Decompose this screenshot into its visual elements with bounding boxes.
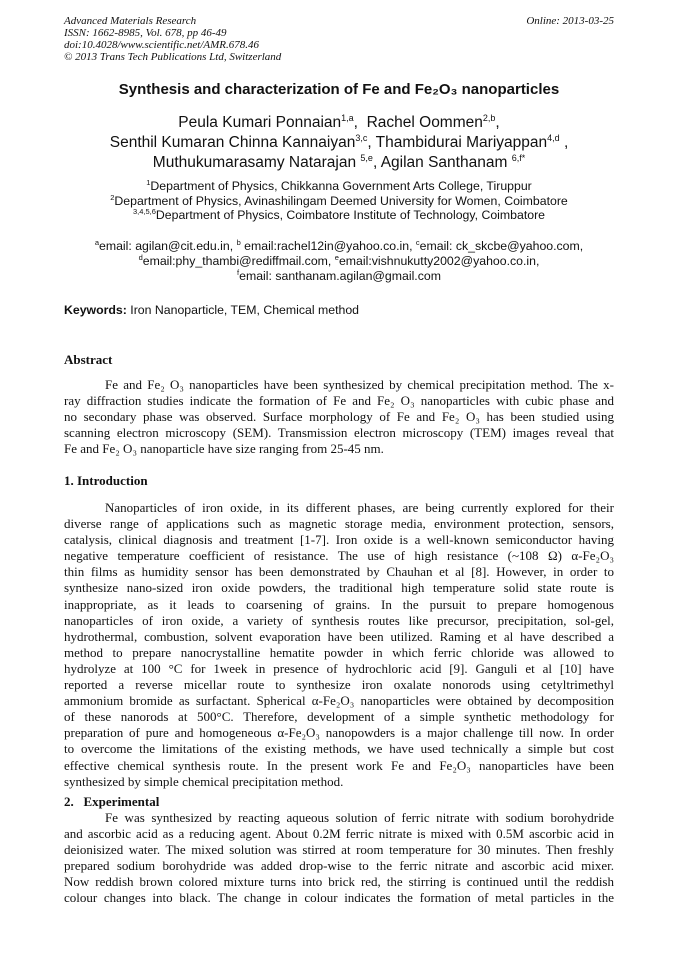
text-line: negative temperature coefficient of resistance. The use of high resistance (~108 Ω) α-Fe₂O₃ — [64, 548, 614, 564]
doi: doi:10.4028/www.scientific.net/AMR.678.46 — [64, 39, 260, 51]
affiliation — [0, 194, 678, 209]
email-mark: f — [237, 268, 240, 277]
text-line: effective chemical synthesis route. In the present work Fe and Fe₂O₃ nanoparticles have been — [64, 757, 614, 773]
keywords — [64, 303, 359, 317]
email-text: email: santhanam.agilan@gmail.com — [239, 269, 441, 283]
text-line: prepared sodium borohydride was added drop-wise to the ferric nitrate and ascorbic acid mixer. — [64, 858, 614, 874]
copyright: © 2013 Trans Tech Publications Ltd, Switzerland — [64, 51, 282, 63]
author-name: Thambidurai Mariyappan — [375, 134, 548, 151]
author-separator: , — [353, 114, 367, 131]
author-affiliation-mark: 4,d — [547, 133, 560, 143]
text-line: synthesize nano-sized iron oxide powders, the traditional high temperature solid state route is — [64, 580, 614, 596]
text-line: Fe was synthesized by reacting aqueous solution of ferric nitrate with sodium borohydride — [105, 810, 614, 825]
text-line: reported a reverse micellar route to synthesize iron oxalate nonorods using cetyltrimethyl — [64, 677, 614, 693]
author-affiliation-mark: 6,f* — [511, 153, 526, 163]
text-line: preparation of pure and homogeneous α-Fe₂O₃ nanopowders is a major challenge till now. In order — [64, 725, 614, 741]
author-affiliation-mark: 1,a — [341, 113, 354, 123]
text-line: hydrolyze at 100 °C for 1week in presence of hydrochloric acid [9]. Ganguli et al [10] have — [64, 660, 614, 676]
author-affiliation-mark: 3,c — [355, 133, 368, 143]
introduction-body — [64, 500, 614, 790]
author-separator: , — [367, 134, 376, 151]
author-list — [0, 113, 678, 173]
text-line: nanoparticles of iron oxide, a variety of synthesis routes like precursor, precipitation, sol-gel, — [64, 612, 614, 628]
author-separator: , — [559, 134, 569, 151]
text-line: Fe and Fe₂ O₃ nanoparticles have been synthesized by chemical precipitation method. The x- — [105, 377, 614, 392]
abstract-body — [64, 377, 614, 457]
author-line — [0, 133, 678, 153]
author-name: Rachel Oommen — [366, 114, 483, 131]
experimental-heading: 2. Experimental — [64, 794, 160, 809]
affiliation — [0, 208, 678, 223]
affiliation — [0, 179, 678, 194]
text-line: Now reddish brown colored mixture turns into brick red, the stirring is continued until the reddish — [64, 874, 614, 890]
author-affiliation-mark: 5,e — [360, 153, 373, 163]
online-date: Online: 2013-03-25 — [526, 15, 614, 27]
affiliation-text: Department of Physics, Coimbatore Institute of Technology, Coimbatore — [155, 208, 546, 222]
email-list — [0, 239, 678, 284]
email-text: email:rachel12in@yahoo.co.in, — [240, 239, 416, 253]
keywords-text: Iron Nanoparticle, TEM, Chemical method — [126, 303, 360, 317]
affiliation-text: Department of Physics, Avinashilingam Deemed University for Women, Coimbatore — [114, 193, 568, 208]
paper-title: Synthesis and characterization of Fe and Fe₂O₃ nanoparticles — [118, 81, 560, 98]
affiliation-mark: 2 — [110, 192, 115, 202]
text-line: and ascorbic acid as a reducing agent. About 0.2M ferric nitrate is mixed with 0.5M ascorbic acid in — [64, 826, 614, 842]
text-line: scanning electron microscopy (SEM). Transmission electron microscopy (TEM) images reveal that — [64, 425, 614, 441]
affiliation-mark: 1 — [146, 178, 151, 187]
text-line: Fe and Fe₂ O₃ nanoparticle have size ranging from 25-45 nm. — [64, 441, 384, 457]
author-affiliation-mark: 2,b — [482, 113, 496, 123]
email-text: email: ck_skcbe@yahoo.com, — [419, 239, 584, 253]
experimental-body — [64, 810, 614, 907]
affiliation-mark: 3,4,5,6 — [132, 207, 156, 216]
email-mark: b — [236, 238, 241, 247]
email-line — [0, 269, 678, 284]
text-line: ray diffraction studies indicate the formation of Fe and Fe₂ O₃ nanoparticles with cubic phase and — [64, 393, 614, 409]
text-line: no secondary phase was observed. Surface morphology of Fe and Fe₂ O₃ has been studied using — [64, 409, 614, 425]
text-line: ammonium bromide as surfactant. Spherical α-Fe₂O₃ nanoparticles were obtained by decomposition — [64, 693, 614, 709]
text-line: diverse range of applications such as magnetic storage media, environment protection, sensors, — [64, 516, 614, 532]
text-line: Nanoparticles of iron oxide, in its different phases, are being currently explored for their — [105, 500, 614, 515]
email-mark: a — [94, 238, 99, 247]
text-line: inappropriate, as it leads to coarsening of grains. In the pursuit to prepare homogenous — [64, 596, 614, 612]
email-text: email:vishnukutty2002@yahoo.co.in, — [338, 254, 540, 268]
abstract-heading: Abstract — [64, 352, 113, 367]
text-line: to overcome the limitations of the existing methods, we have used technically a simple but cost — [64, 741, 614, 757]
author-line — [0, 153, 678, 173]
author-name: Muthukumarasamy Natarajan — [152, 154, 361, 171]
email-line — [0, 254, 678, 269]
journal-header — [64, 15, 281, 63]
email-text: email:phy_thambi@rediffmail.com, — [142, 254, 335, 268]
text-line: synthesized by simple chemical precipitation method. — [64, 773, 344, 789]
journal-name: Advanced Materials Research — [64, 15, 197, 27]
text-line: hydrothermal, combustion, solvent evaporation have been utilized. Raming et al have described a — [64, 628, 614, 644]
email-line — [0, 239, 678, 254]
text-line: method to prepare nanocrystalline hematite powder in which ferric chloride was allowed to — [64, 644, 614, 660]
text-line: thin films as humidity sensor has been demonstrated by Chauhan et al [8]. However, in order to — [64, 564, 614, 580]
email-mark: c — [415, 238, 420, 247]
author-separator: , — [372, 154, 381, 171]
text-line: colour changes into black. The change in colour indicates the formation of metal particles in the — [64, 890, 614, 906]
introduction-heading: 1. Introduction — [64, 473, 148, 488]
text-line: of these nanorods at 500°C. Therefore, development of a simple synthetic methodology for — [64, 709, 614, 725]
author-name: Agilan Santhanam — [380, 154, 512, 171]
email-mark: e — [334, 253, 339, 262]
text-line: deionisized water. The mixed solution was stirred at room temperature for 30 minutes. Then freshly — [64, 842, 614, 858]
affiliations — [0, 179, 678, 223]
author-line — [0, 113, 678, 133]
issn: ISSN: 1662-8985, Vol. 678, pp 46-49 — [64, 27, 227, 39]
author-name: Senthil Kumaran Chinna Kannaiyan — [109, 134, 356, 151]
affiliation-text: Department of Physics, Chikkanna Government Arts College, Tiruppur — [150, 179, 532, 193]
author-separator: , — [495, 114, 500, 131]
text-line: catalysis, clinical diagnosis and treatment [1-7]. Iron oxide is a well-known semiconductor having — [64, 532, 614, 548]
email-text: email: agilan@cit.edu.in, — [98, 239, 237, 253]
email-mark: d — [138, 253, 143, 262]
keywords-label: Keywords: — [64, 303, 127, 317]
author-name: Peula Kumari Ponnaian — [178, 114, 342, 131]
